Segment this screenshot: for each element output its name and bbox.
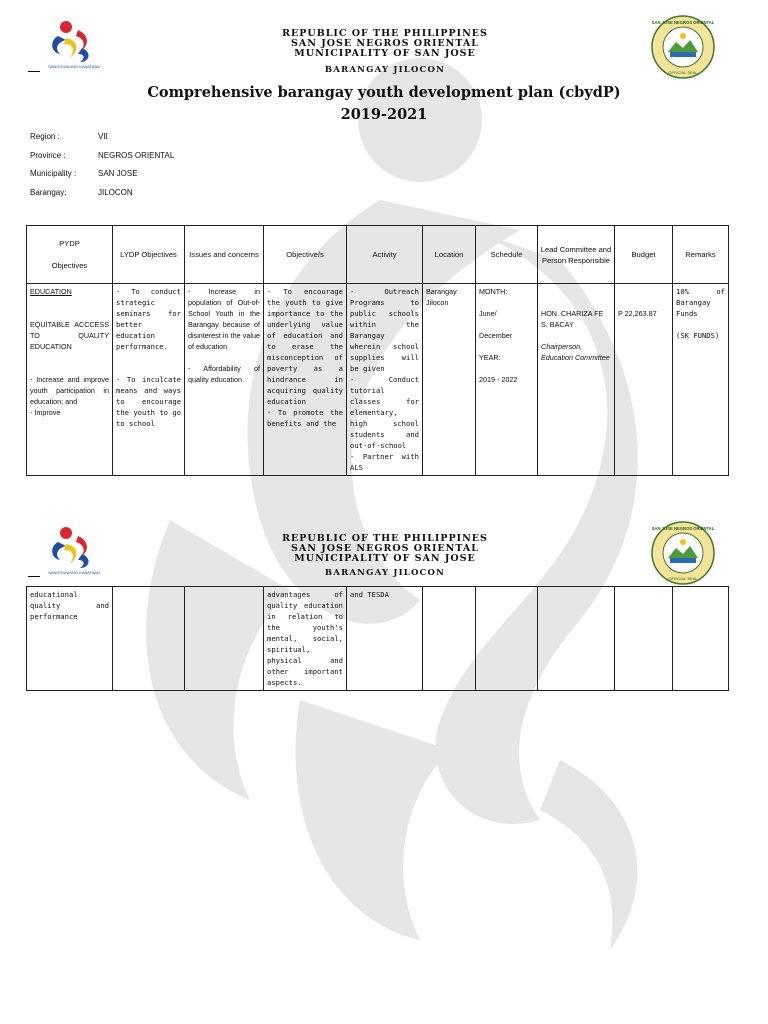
th-objectives: Objective/s [264,226,347,284]
table-header-row [27,226,729,284]
cell-lead [538,587,615,691]
info-barangay: Barangay: JILOCON [30,187,133,197]
seal-bottom-text: OFFICIAL SEAL [668,70,698,75]
header-rule [28,576,40,577]
th-remarks: Remarks [673,226,729,284]
th-lydp: LYDP Objectives [113,226,185,284]
header-rule [28,71,40,72]
cell-activity: and TESDA [347,587,423,691]
header-republic: REPUBLIC OF THE PHILIPPINES [282,28,488,39]
seal-bottom-text: OFFICIAL SEAL [668,576,698,581]
th-issues: Issues and concerns [185,226,264,284]
official-seal-icon [650,14,716,80]
cell-schedule [476,587,538,691]
cell-lydp: - To conduct strategic seminars for better education performance. - To inculcate means and ways to encourage the youth to go to school [113,284,185,476]
header-municipality: MUNICIPALITY OF SAN JOSE [294,553,476,564]
sk-logo-icon [44,524,104,580]
header-republic: REPUBLIC OF THE PHILIPPINES [282,533,488,544]
header-province: SAN JOSE NEGROS ORIENTAL [291,543,479,554]
th-pydp: PYDP Objectives [27,226,113,284]
header-barangay: BARANGAY JILOCON [324,65,446,75]
logo-left-text: SANGGUNIANG KABATAAN [48,64,100,69]
th-location: Location [423,226,476,284]
page-2 [0,510,768,710]
page-1 [0,0,768,470]
plan-table-continued [26,586,729,691]
cell-location: Barangay Jilocon [423,284,476,476]
info-municipality: Municipality : SAN JOSE [30,169,138,178]
th-budget: Budget [615,226,673,284]
cell-activity: - Outreach Programs to public schools within the Barangay wherein school supplies will be given - Conduct tutorial classes for elementary, high school students and out-of-school - Partner with ALS [347,284,423,476]
header-province: SAN JOSE NEGROS ORIENTAL [291,38,479,49]
th-schedule: Schedule [476,226,538,284]
cell-schedule: MONTH: June/ December YEAR: 2019 - 2022 [476,284,538,476]
cell-budget: P 22,263.87 [615,284,673,476]
cell-issues: - Increase in population of Out-of-School Youth in the Barangay because of disinterest in the value of education - Affordability of quality education [185,284,264,476]
cell-issues [185,587,264,691]
header-barangay: BARANGAY JILOCON [324,568,446,578]
cell-objectives: advantages of quality education in relation to the youth's mental, social, spiritual, physical and other important aspects. [264,587,347,691]
document-title: Comprehensive barangay youth development plan (cbydP) [147,84,621,101]
th-lead: Lead Committee and Person Responsible [538,226,615,284]
cell-remarks: 10% of Barangay Funds (SK FUNDS) [673,284,729,476]
info-province: Province : NEGROS ORIENTAL [30,150,175,160]
th-activity: Activity [347,226,423,284]
info-block [30,132,174,206]
cell-location [423,587,476,691]
logo-left-text: SANGGUNIANG KABATAAN [48,570,100,575]
cell-lead: HON. CHARIZA FE S. BACAY Chairperson, Education Committee [538,284,615,476]
plan-table [26,225,729,476]
cell-lydp [113,587,185,691]
cell-pydp: educational quality and performance [27,587,113,691]
official-seal-icon [650,520,716,586]
cell-pydp: EDUCATION EQUITABLE ACCCESS TO QUALITY EDUCATION - Increase and improve youth participation in education; and - Improve [27,284,113,476]
cell-remarks [673,587,729,691]
info-region: Region : VII [30,132,108,141]
cell-budget [615,587,673,691]
table-row [27,587,729,691]
document-years: 2019-2021 [340,106,428,123]
seal-text: SAN JOSE NEGROS ORIENTAL [651,20,715,25]
sk-logo-icon [44,18,104,74]
seal-text: SAN JOSE NEGROS ORIENTAL [651,526,715,531]
cell-objectives: - To encourage the youth to give importance to the underlying value of education and to erase the misconception of poverty as a hindrance in acquiring quality education - To promote the benefits and the [264,284,347,476]
header-municipality: MUNICIPALITY OF SAN JOSE [294,48,476,59]
table-row [27,284,729,476]
